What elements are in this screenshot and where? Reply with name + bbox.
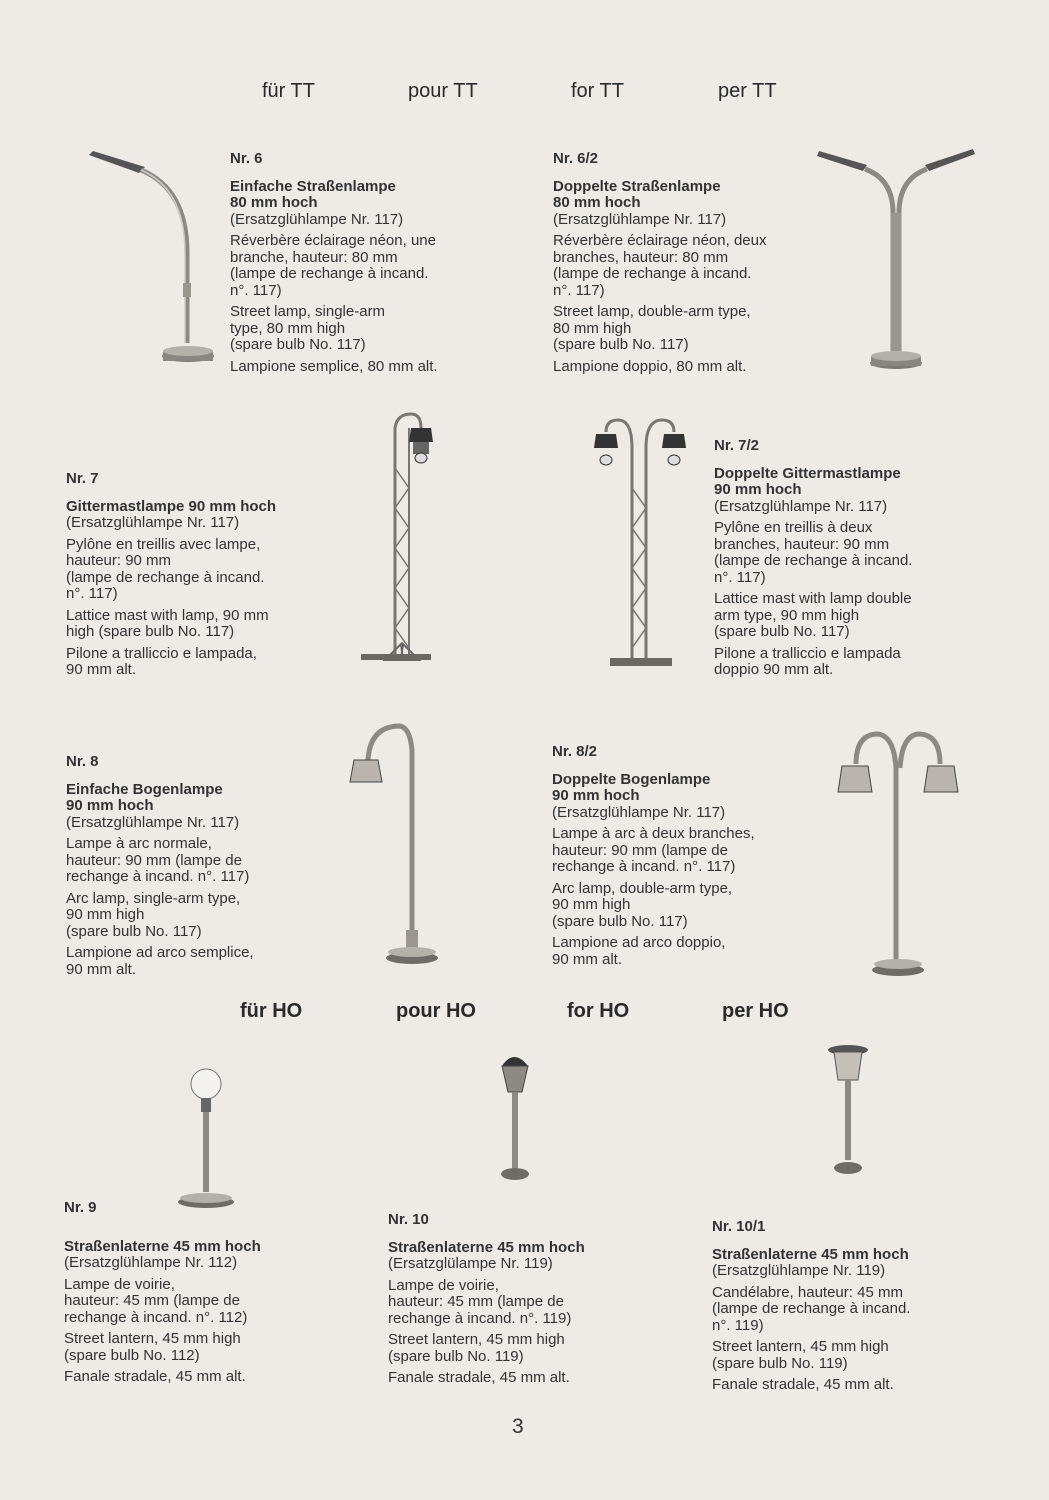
header-ho-fr: pour HO <box>396 1000 476 1022</box>
product-desc-de: (Ersatzglühlampe Nr. 117) <box>714 497 888 515</box>
page-number: 3 <box>512 1415 524 1438</box>
product-number: Nr. 6/2 <box>553 150 599 167</box>
product-nr6-2 <box>553 151 853 380</box>
product-desc-fr: Réverbère éclairage néon, deux branches, hauteur: 80 mm (lampe de rechange à incand. n°. 117) <box>553 232 767 299</box>
product-desc-de: (Ersatzglühlampe Nr. 117) <box>553 210 727 228</box>
product-title: Doppelte Bogenlampe 90 mm hoch <box>552 770 711 804</box>
product-desc-fr: Réverbère éclairage néon, une branche, hauteur: 80 mm (lampe de rechange à incand. n°. 117) <box>230 232 436 299</box>
product-desc-it: Lampione doppio, 80 mm alt. <box>553 357 747 375</box>
street-lantern-nr10-image <box>492 1048 542 1183</box>
product-desc-fr: Lampe de voirie, hauteur: 45 mm (lampe de rechange à incand. n°. 119) <box>388 1276 572 1327</box>
product-desc-fr: Pylône en treillis avec lampe, hauteur: 90 mm (lampe de rechange à incand. n°. 117) <box>66 535 265 602</box>
arc-lamp-single-image <box>340 720 450 970</box>
header-ho-de: für HO <box>240 1000 303 1022</box>
product-desc-en: Lattice mast with lamp double arm type, 90 mm high (spare bulb No. 117) <box>714 590 912 640</box>
product-desc-de: (Ersatzglühlampe Nr. 112) <box>64 1254 238 1271</box>
product-number: Nr. 9 <box>64 1199 97 1216</box>
product-desc-it: Lampione semplice, 80 mm alt. <box>230 357 438 375</box>
product-title: Straßenlaterne 45 mm hoch <box>712 1245 909 1263</box>
product-desc-it: Pilone a tralliccio e lampada doppio 90 mm alt. <box>714 644 901 678</box>
product-desc-de: (Ersatzglühlampe Nr. 117) <box>230 210 404 228</box>
product-desc-en: Street lantern, 45 mm high (spare bulb No. 119) <box>712 1338 889 1372</box>
product-desc-it: Pilone a tralliccio e lampada, 90 mm alt. <box>66 644 257 678</box>
product-desc-it: Lampione ad arco semplice, 90 mm alt. <box>66 944 254 978</box>
product-nr10 <box>388 1212 668 1392</box>
product-number: Nr. 7 <box>66 470 99 487</box>
header-tt-fr: pour TT <box>408 80 478 102</box>
product-nr6 <box>230 151 530 380</box>
product-number: Nr. 10/1 <box>712 1218 766 1235</box>
product-desc-en: Lattice mast with lamp, 90 mm high (spare bulb No. 117) <box>66 606 269 640</box>
product-desc-fr: Lampe à arc normale, hauteur: 90 mm (lampe de rechange à incand. n°. 117) <box>66 835 250 885</box>
product-desc-de: (Ersatzglühlampe Nr. 119) <box>712 1262 886 1279</box>
street-lamp-single-image <box>85 143 225 373</box>
product-desc-en: Arc lamp, single-arm type, 90 mm high (spare bulb No. 117) <box>66 889 241 940</box>
product-desc-de: (Ersatzglülampe Nr. 119) <box>388 1255 553 1272</box>
product-nr7-2 <box>714 438 1014 684</box>
product-desc-it: Fanale stradale, 45 mm alt. <box>712 1376 894 1393</box>
product-desc-fr: Candélabre, hauteur: 45 mm (lampe de rechange à incand. n°. 119) <box>712 1283 911 1334</box>
product-number: Nr. 8/2 <box>552 743 598 760</box>
product-number: Nr. 10 <box>388 1211 429 1228</box>
header-ho-it: per HO <box>722 1000 789 1022</box>
lattice-mast-lamp-image <box>355 408 445 670</box>
product-desc-de: (Ersatzglühlampe Nr. 117) <box>66 813 240 831</box>
product-title: Einfache Straßenlampe 80 mm hoch <box>230 177 396 211</box>
product-desc-it: Fanale stradale, 45 mm alt. <box>388 1369 570 1386</box>
product-desc-de: (Ersatzglühlampe Nr. 117) <box>552 803 726 821</box>
product-nr7 <box>66 471 356 684</box>
header-tt-it: per TT <box>718 80 777 102</box>
header-ho-en: for HO <box>567 1000 630 1022</box>
product-desc-en: Street lamp, double-arm type, 80 mm high (spare bulb No. 117) <box>553 303 751 353</box>
product-number: Nr. 6 <box>230 150 263 167</box>
product-desc-fr: Pylône en treillis à deux branches, hauteur: 90 mm (lampe de rechange à incand. n°. 117) <box>714 519 913 586</box>
product-nr8 <box>66 754 356 983</box>
product-title: Straßenlaterne 45 mm hoch <box>388 1238 585 1256</box>
product-title: Doppelte Gittermastlampe 90 mm hoch <box>714 464 901 498</box>
product-title: Straßenlaterne 45 mm hoch <box>64 1237 261 1255</box>
street-lantern-nr9-image <box>170 1062 250 1212</box>
product-desc-en: Street lantern, 45 mm high (spare bulb No. 119) <box>388 1331 565 1365</box>
street-lamp-double-image <box>815 143 980 373</box>
product-number: Nr. 7/2 <box>714 437 760 454</box>
product-title: Gittermastlampe 90 mm hoch <box>66 497 277 515</box>
product-desc-fr: Lampe à arc à deux branches, hauteur: 90 mm (lampe de rechange à incand. n°. 117) <box>552 825 755 875</box>
product-desc-de: (Ersatzglühlampe Nr. 117) <box>66 514 240 531</box>
lattice-mast-double-lamp-image <box>588 408 698 670</box>
product-desc-en: Street lantern, 45 mm high (spare bulb No. 112) <box>64 1330 241 1364</box>
product-nr9 <box>64 1200 344 1391</box>
product-desc-it: Fanale stradale, 45 mm alt. <box>64 1368 246 1385</box>
header-tt-en: for TT <box>571 80 624 102</box>
product-nr10-1 <box>712 1219 1012 1399</box>
product-desc-en: Street lamp, single-arm type, 80 mm high (spare bulb No. 117) <box>230 303 386 353</box>
arc-lamp-double-image <box>828 728 968 978</box>
product-number: Nr. 8 <box>66 753 99 770</box>
product-desc-en: Arc lamp, double-arm type, 90 mm high (spare bulb No. 117) <box>552 879 733 930</box>
candelabra-nr10-1-image <box>822 1040 882 1180</box>
product-nr8-2 <box>552 744 852 973</box>
product-title: Einfache Bogenlampe 90 mm hoch <box>66 780 223 814</box>
product-desc-fr: Lampe de voirie, hauteur: 45 mm (lampe de rechange à incand. n°. 112) <box>64 1275 248 1326</box>
product-title: Doppelte Straßenlampe 80 mm hoch <box>553 177 721 211</box>
product-desc-it: Lampione ad arco doppio, 90 mm alt. <box>552 934 726 968</box>
header-tt-de: für TT <box>262 80 315 102</box>
